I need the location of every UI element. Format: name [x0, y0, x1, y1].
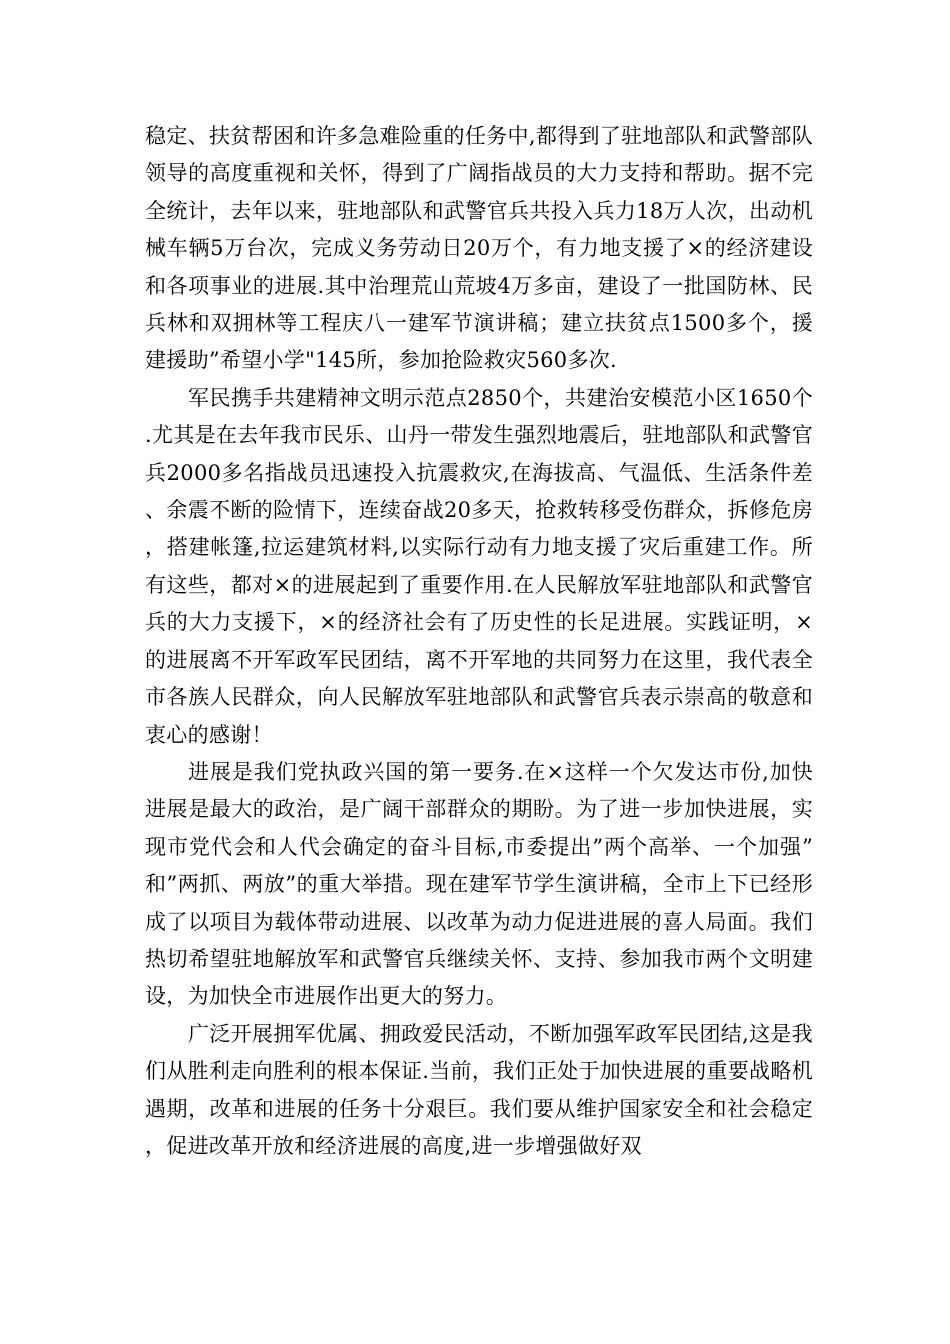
document-page: [145, 118, 813, 1165]
paragraph-unity-guarantee: 广泛开展拥军优属、拥政爱民活动，不断加强军政军民团结,这是我们从胜利走向胜利的根本保证.当前，我们正处于加快进展的重要战略机遇期，改革和进展的任务十分艰巨。我们要从维护国家安全和社会稳定，促进改革开放和经济进展的高度,进一步增强做好双: [145, 1021, 813, 1158]
paragraph-continued: 稳定、扶贫帮困和许多急难险重的任务中,都得到了驻地部队和武警部队领导的高度重视和关怀，得到了广阔指战员的大力支持和帮助。据不完全统计，去年以来，驻地部队和武警官兵共投入兵力18万人次，出动机械车辆5万台次，完成义务劳动日20万个，有力地支援了×的经济建设和各项事业的进展.其中治理荒山荒坡4万多亩，建设了一批国防林、民兵林和双拥林等工程庆八一建军节演讲稿；建立扶贫点1500多个，援建援助”希望小学"145所，参加抢险救灾560多次.: [145, 124, 813, 373]
paragraph-civil-military-cooperation: 军民携手共建精神文明示范点2850个，共建治安模范小区1650个.尤其是在去年我市民乐、山丹一带发生强烈地震后，驻地部队和武警官兵2000多名指战员迅速投入抗震救灾,在海拔高、气温低、生活条件差、余震不断的险情下，连续奋战20多天，抢救转移受伤群众，拆修危房，搭建帐篷,拉运建筑材料,以实际行动有力地支援了灾后重建工作。所有这些，都对×的进展起到了重要作用.在人民解放军驻地部队和武警官兵的大力支援下，×的经济社会有了历史性的长足进展。实践证明，×的进展离不开军政军民团结，离不开军地的共同努力在这里，我代表全市各族人民群众，向人民解放军驻地部队和武警官兵表示崇高的敬意和衷心的感谢！: [145, 385, 813, 747]
paragraph-development-priority: 进展是我们党执政兴国的第一要务.在×这样一个欠发达市份,加快进展是最大的政治，是广阔干部群众的期盼。为了进一步加快进展，实现市党代会和人代会确定的奋斗目标,市委提出”两个高举、一个加强”和”两抓、两放”的重大举措。现在建军节学生演讲稿，全市上下已经形成了以项目为载体带动进展、以改革为动力促进进展的喜人局面。我们热切希望驻地解放军和武警官兵继续关怀、支持、参加我市两个文明建设，为加快全市进展作出更大的努力。: [145, 759, 813, 1009]
